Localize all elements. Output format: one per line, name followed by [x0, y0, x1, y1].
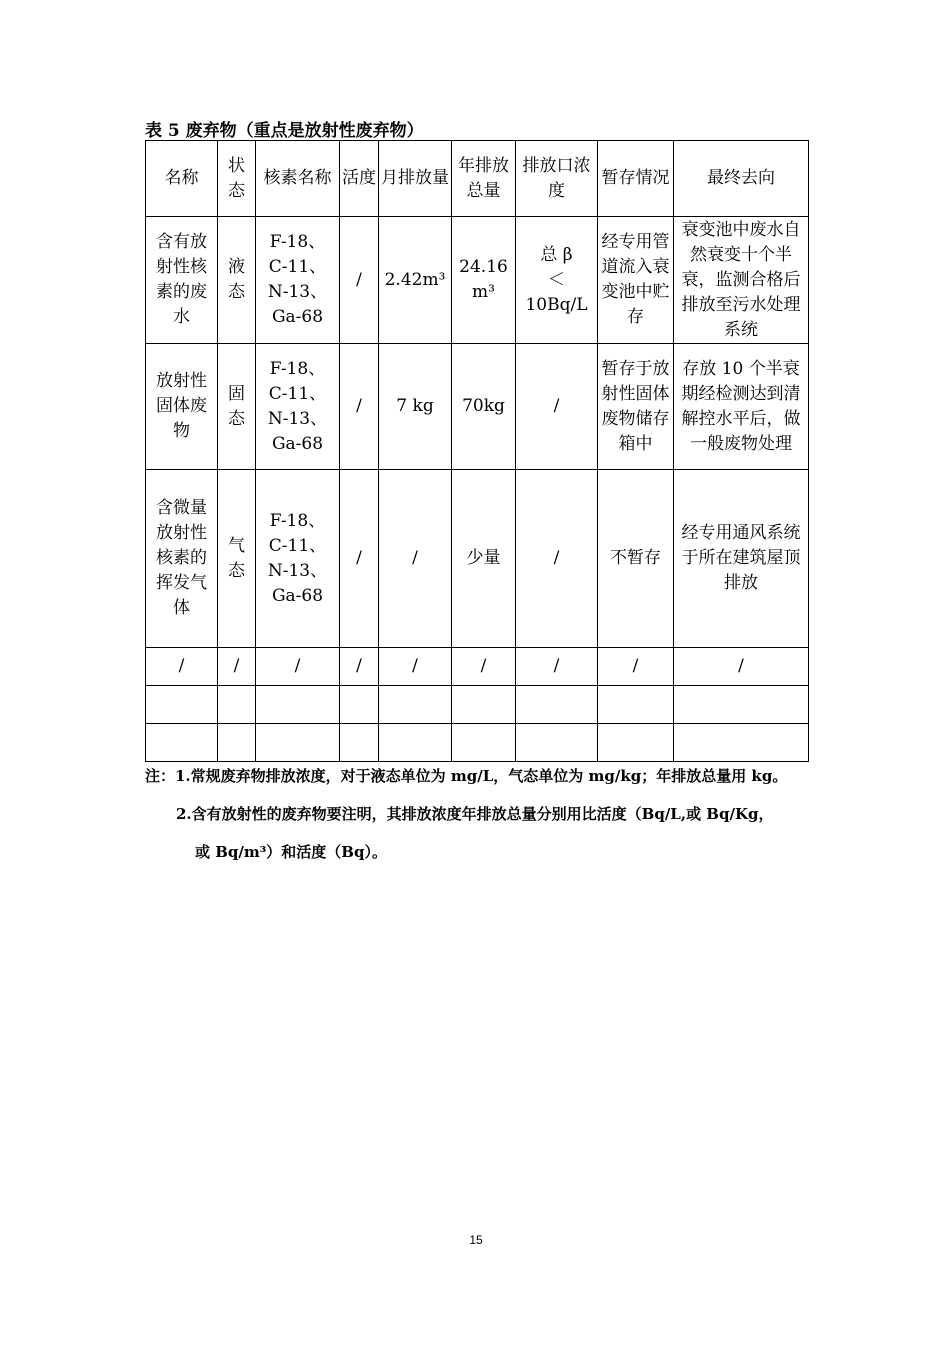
cell-activity: [340, 724, 379, 762]
cell-name: [146, 724, 218, 762]
cell-destination: [674, 686, 809, 724]
table-row: [146, 648, 809, 686]
cell-monthly: 7 kg: [379, 344, 452, 470]
cell-nuclide: F-18、 C-11、 N-13、 Ga-68: [256, 344, 340, 470]
waste-table: [145, 140, 809, 762]
header-activity: 活度: [340, 141, 379, 217]
cell-name: /: [146, 648, 218, 686]
cell-annual: 少量: [452, 470, 516, 648]
cell-nuclide: F-18、 C-11、 N-13、 Ga-68: [256, 217, 340, 344]
header-row: [146, 141, 809, 217]
cell-name: 含微量放射性核素的挥发气体: [146, 470, 218, 648]
cell-storage: /: [598, 648, 674, 686]
cell-storage: 不暂存: [598, 470, 674, 648]
cell-state: [218, 724, 256, 762]
cell-monthly: [379, 686, 452, 724]
cell-nuclide: [256, 686, 340, 724]
cell-state: /: [218, 648, 256, 686]
cell-storage: [598, 686, 674, 724]
cell-storage: [598, 724, 674, 762]
cell-name: 放射性固体废物: [146, 344, 218, 470]
cell-state: 气态: [218, 470, 256, 648]
page-number: 15: [469, 1233, 483, 1247]
cell-concentration: /: [516, 648, 598, 686]
cell-destination: 存放 10 个半衰期经检测达到清解控水平后，做一般废物处理: [674, 344, 809, 470]
header-monthly: 月排放量: [379, 141, 452, 217]
header-state: 状态: [218, 141, 256, 217]
cell-monthly: /: [379, 648, 452, 686]
header-concentration: 排放口浓度: [516, 141, 598, 217]
cell-state: 液态: [218, 217, 256, 344]
cell-name: 含有放射性核素的废水: [146, 217, 218, 344]
cell-activity: /: [340, 470, 379, 648]
cell-concentration: [516, 686, 598, 724]
cell-monthly: [379, 724, 452, 762]
cell-nuclide: [256, 724, 340, 762]
cell-state: 固态: [218, 344, 256, 470]
cell-annual: 24.16 m³: [452, 217, 516, 344]
cell-destination: [674, 724, 809, 762]
cell-state: [218, 686, 256, 724]
cell-annual: 70kg: [452, 344, 516, 470]
cell-activity: [340, 686, 379, 724]
cell-activity: /: [340, 648, 379, 686]
cell-concentration: /: [516, 344, 598, 470]
header-name: 名称: [146, 141, 218, 217]
cell-concentration: /: [516, 470, 598, 648]
cell-activity: /: [340, 217, 379, 344]
header-annual: 年排放总量: [452, 141, 516, 217]
cell-annual: /: [452, 648, 516, 686]
cell-storage: 经专用管道流入衰变池中贮存: [598, 217, 674, 344]
cell-concentration: 总 β ＜ 10Bq/L: [516, 217, 598, 344]
cell-monthly: 2.42m³: [379, 217, 452, 344]
cell-destination: 经专用通风系统于所在建筑屋顶排放: [674, 470, 809, 648]
table-row: [146, 344, 809, 470]
cell-name: [146, 686, 218, 724]
note-line: 2.含有放射性的废弃物要注明，其排放浓度年排放总量分别用比活度（Bq/L,或 Bq/Kg，: [176, 805, 774, 823]
header-destination: 最终去向: [674, 141, 809, 217]
table-row: [146, 686, 809, 724]
table-row: [146, 470, 809, 648]
cell-storage: 暂存于放射性固体废物储存箱中: [598, 344, 674, 470]
cell-nuclide: F-18、 C-11、 N-13、 Ga-68: [256, 470, 340, 648]
note-line: 注：1.常规废弃物排放浓度，对于液态单位为 mg/L，气态单位为 mg/kg；年排放总量用 kg。: [145, 767, 788, 785]
note-line: 或 Bq/m³）和活度（Bq）。: [195, 843, 387, 861]
cell-annual: [452, 724, 516, 762]
table-caption: 表 5 废弃物（重点是放射性废弃物）: [145, 121, 424, 141]
cell-destination: /: [674, 648, 809, 686]
cell-activity: /: [340, 344, 379, 470]
cell-monthly: /: [379, 470, 452, 648]
table-row: [146, 724, 809, 762]
cell-annual: [452, 686, 516, 724]
cell-destination: 衰变池中废水自然衰变十个半衰，监测合格后排放至污水处理系统: [674, 217, 809, 344]
table-row: [146, 217, 809, 344]
cell-nuclide: /: [256, 648, 340, 686]
header-nuclide: 核素名称: [256, 141, 340, 217]
cell-concentration: [516, 724, 598, 762]
header-storage: 暂存情况: [598, 141, 674, 217]
